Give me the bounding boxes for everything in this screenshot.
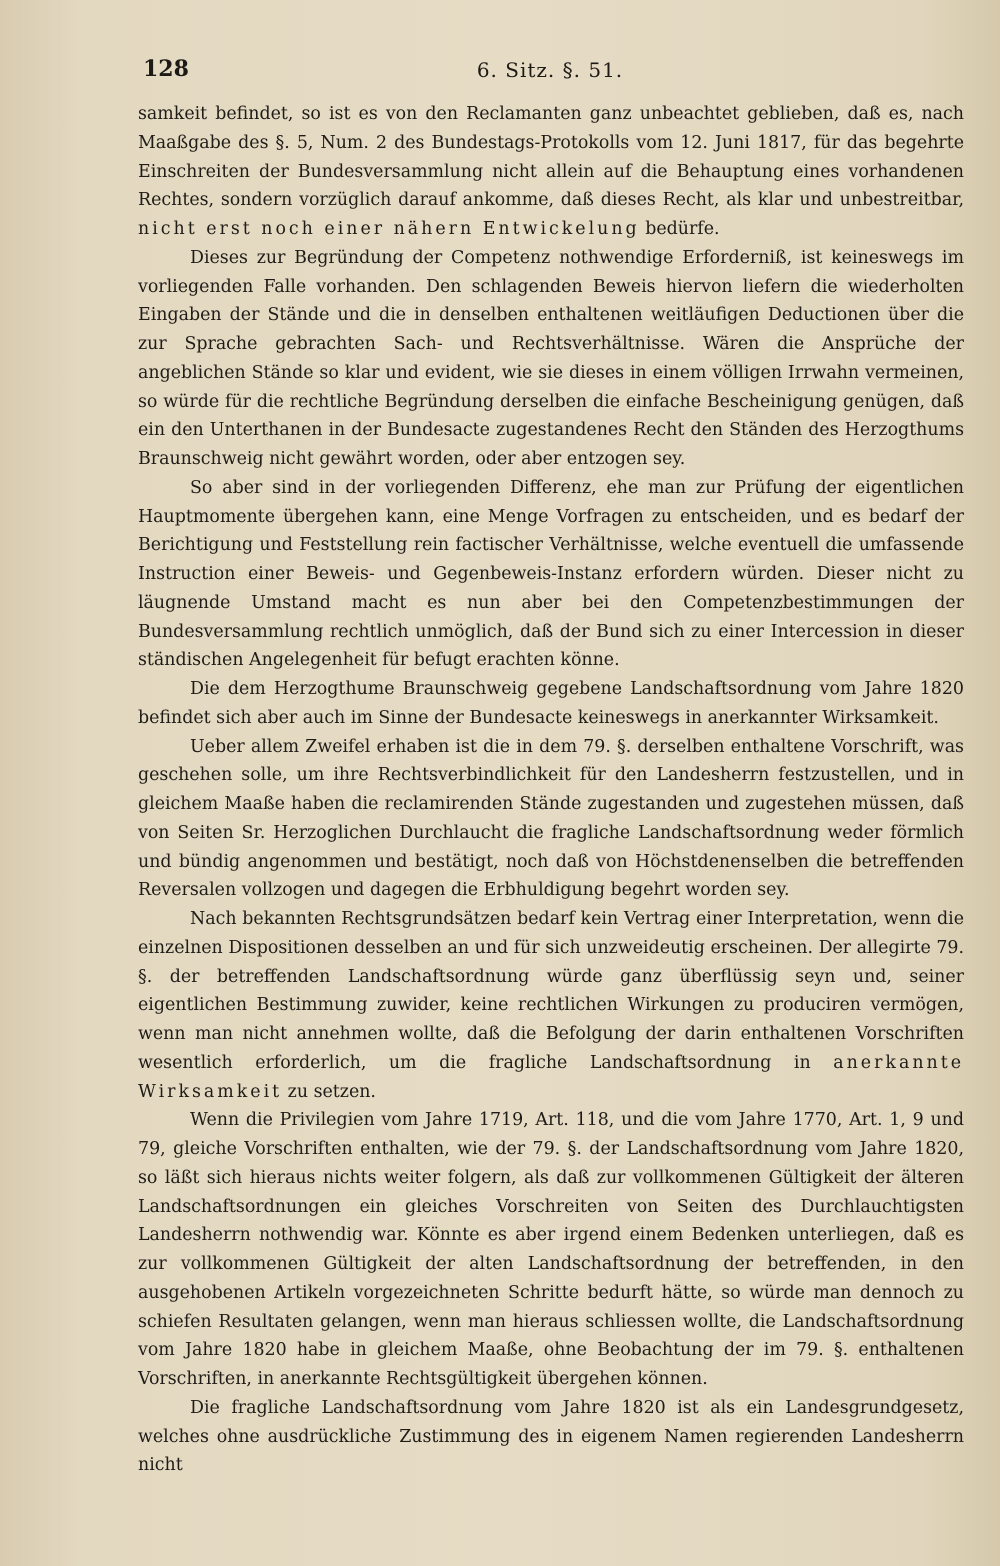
- paragraph: Die fragliche Landschaftsordnung vom Jahre 1820 ist als ein Landesgrundgesetz, welches ohne ausdrückliche Zustimmung des in eigenem Namen regierenden Landesherrn nicht: [138, 1397, 964, 1476]
- emphasis: anerkannte Wirksamkeit: [138, 1052, 964, 1102]
- paragraph: Ueber allem Zweifel erhaben ist die in dem 79. §. derselben enthaltene Vorschrift, was geschehen solle, um ihre Rechtsverbindlichkeit für den Landesherrn festzustellen, und in gleichem Maaße haben die reclamirenden Stände zugestanden und zugestehen müssen, daß von Seiten Sr. Herzoglichen Durchlaucht die fragliche Landschaftsordnung weder förmlich und bündig angenommen und bestätigt, noch daß von Höchstdenenselben die betreffenden Reversalen vollzogen und dagegen die Erbhuldigung begehrt worden sey.: [138, 736, 964, 901]
- page-number: 128: [143, 56, 189, 82]
- paragraph: Die dem Herzogthume Braunschweig gegebene Landschaftsordnung vom Jahre 1820 befindet sich aber auch im Sinne der Bundesacte keineswegs in anerkannter Wirksamkeit.: [138, 679, 964, 728]
- emphasis: nicht erst noch einer nähern Entwickelung: [138, 219, 640, 239]
- paragraph: So aber sind in der vorliegenden Differenz, ehe man zur Prüfung der eigentlichen Hauptmomente übergehen kann, eine Menge Vorfragen zu entscheiden, und es bedarf der Berichtigung und Feststellung rein factischer Verhältnisse, welche eventuell die umfassende Instruction einer Beweis- und Gegenbeweis-Instanz erfordern würden. Dieser nicht zu läugnende Umstand macht es nun aber bei den Competenzbestimmungen der Bundesversammlung rechtlich unmöglich, daß der Bund sich zu einer Intercession in dieser ständischen Angelegenheit für befugt erachten könne.: [138, 477, 964, 671]
- paragraph: Nach bekannten Rechtsgrundsätzen bedarf kein Vertrag einer Interpretation, wenn die einzelnen Dispositionen desselben an und für sich unzweideutig erscheinen. Der allegirte 79. §. der betreffenden Landschaftsordnung würde ganz überflüssig seyn und, seiner eigentlichen Bestimmung zuwider, keine rechtlichen Wirkungen zu produciren vermögen, wenn man nicht annehmen wollte, daß die Befolgung der darin enthaltenen Vorschriften wesentlich erforderlich, um die fragliche Landschaftsordnung in anerkannte Wirksamkeit zu setzen.: [138, 909, 964, 1102]
- paragraph: Dieses zur Begründung der Competenz nothwendige Erforderniß, ist keineswegs im vorliegenden Falle vorhanden. Den schlagenden Beweis hiervon liefern die wiederholten Eingaben der Stände und die in denselben enthaltenen weitläufigen Deductionen über die zur Sprache gebrachten Sach- und Rechtsverhältnisse. Wären die Ansprüche der angeblichen Stände so klar und evident, wie sie dieses in einem völligen Irrwahn vermeinen, so würde für die rechtliche Begründung derselben die einfache Bescheinigung genügen, daß ein den Unterthanen in der Bundesacte zugestandenes Recht den Ständen des Herzogthums Braunschweig nicht gewährt worden, oder aber entzogen sey.: [138, 247, 964, 469]
- body-text: [138, 100, 964, 1480]
- running-title: 6. Sitz. §. 51.: [476, 58, 624, 82]
- paragraph: Wenn die Privilegien vom Jahre 1719, Art. 118, und die vom Jahre 1770, Art. 1, 9 und 79, gleiche Vorschriften enthalten, wie der 79. §. der Landschaftsordnung vom Jahre 1820, so läßt sich hieraus nichts weiter folgern, als daß zur vollkommenen Gültigkeit der älteren Landschaftsordnungen ein gleiches Vorschreiten von Seiten des Durchlauchtigsten Landesherrn nothwendig war. Könnte es aber irgend einem Bedenken unterliegen, daß es zur vollkommenen Gültigkeit der alten Landschaftsordnung der betreffenden, in den ausgehobenen Artikeln vorgezeichneten Schritte bedurft hätte, so würde man dennoch zu schiefen Resultaten gelangen, wenn man hieraus schliessen wollte, die Landschaftsordnung vom Jahre 1820 habe in gleichem Maaße, ohne Beobachtung der im 79. §. enthaltenen Vorschriften, in anerkannte Rechtsgültigkeit übergehen können.: [138, 1110, 964, 1389]
- paragraph: samkeit befindet, so ist es von den Reclamanten ganz unbeachtet geblieben, daß es, nach Maaßgabe des §. 5, Num. 2 des Bundestags-Protokolls vom 12. Juni 1817, für das begehrte Einschreiten der Bundesversammlung nicht allein auf die Behauptung eines vorhandenen Rechtes, sondern vorzüglich darauf ankomme, daß dieses Recht, als klar und unbestreitbar, nicht erst noch einer nähern Entwickelung bedürfe.: [138, 104, 964, 239]
- page-header: [138, 56, 962, 90]
